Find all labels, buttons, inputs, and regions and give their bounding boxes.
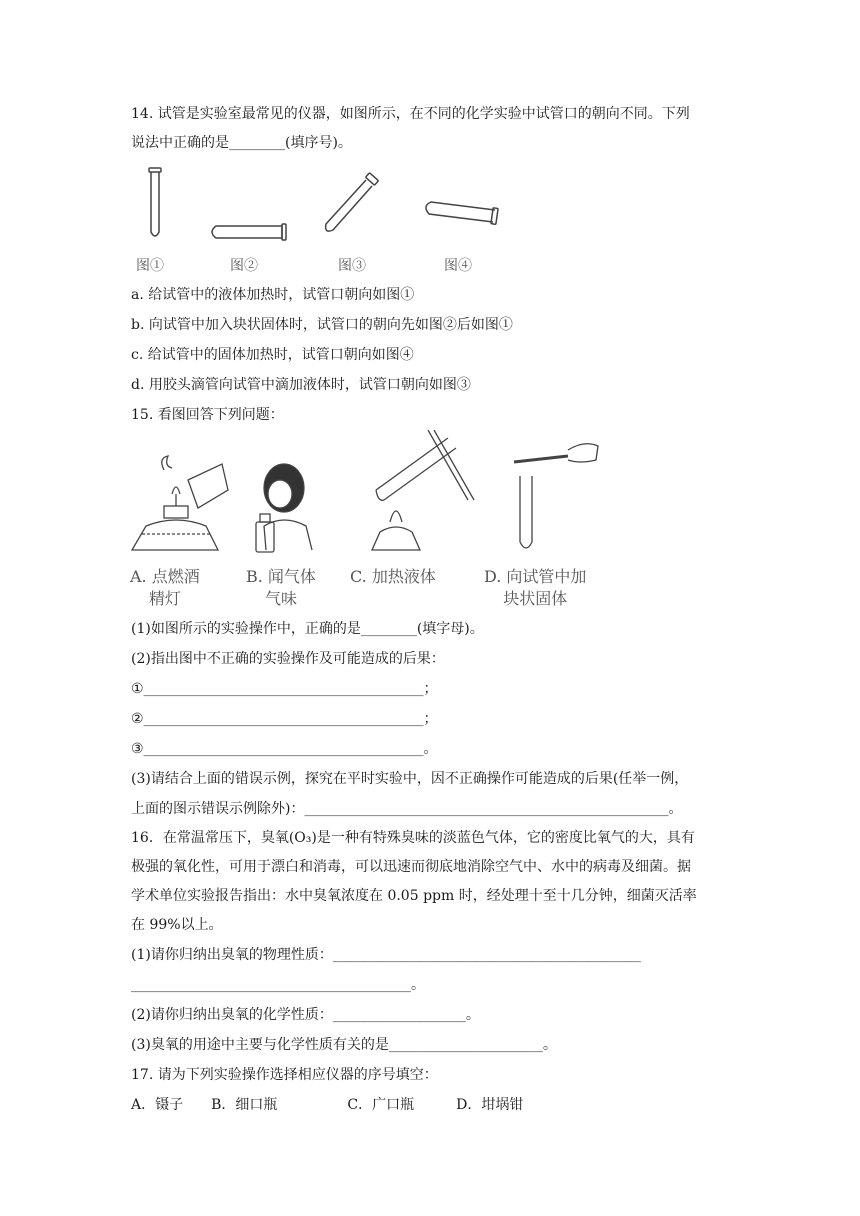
picture-caption-d: D. 向试管中加 块状固体 — [484, 567, 587, 608]
q16-stem-line2: 极强的氧化性，可用于漂白和消毒，可以迅速而彻底地消除空气中、水中的病毒及细菌。据 — [131, 859, 691, 875]
picture-caption-a: A. 点燃酒 精灯 — [130, 567, 200, 608]
q15-blank-3: ③________________________________________。 — [131, 741, 438, 757]
q14-stem-line1: 14. 试管是实验室最常见的仪器，如图所示，在不同的化学实验中试管口的朝向不同。下列 — [131, 106, 690, 122]
q14-option-d: d. 用胶头滴管向试管中滴加液体时，试管口朝向如图③ — [131, 377, 471, 393]
q16-part2: (2)请你归纳出臭氧的化学性质：___________________。 — [131, 1007, 480, 1023]
picture-d-adding-solid — [514, 444, 598, 548]
picture-caption-c: C. 加热液体 — [350, 567, 436, 586]
q16-part1-line2: ________________________________________。 — [131, 977, 425, 993]
test-tube-tilted-up — [326, 173, 379, 231]
figure-label-4: 图④ — [444, 258, 472, 274]
q15-part3-line1: (3)请结合上面的错误示例，探究在平时实验中，因不正确操作可能造成的后果(任举一例， — [131, 771, 689, 787]
q16-part1-line1: (1)请你归纳出臭氧的物理性质：____________________________________________ — [131, 947, 641, 963]
lab-operations-figure — [128, 430, 618, 566]
q15-stem: 15. 看图回答下列问题： — [131, 407, 284, 423]
test-tube-tilted-down — [426, 202, 498, 224]
test-tube-horizontal — [212, 224, 286, 240]
q15-part2: (2)指出图中不正确的实验操作及可能造成的后果： — [131, 651, 445, 667]
q17-options: A．镊子 B．细口瓶 C．广口瓶 D．坩埚钳 — [131, 1097, 524, 1113]
test-tube-orientations-figure — [130, 162, 510, 246]
test-tube-vertical — [149, 168, 161, 236]
q14-stem-line2: 说法中正确的是________(填序号)。 — [131, 135, 352, 151]
q16-stem-line1: 16．在常温常压下，臭氧(O₃)是一种有特殊臭味的淡蓝色气体，它的密度比氧气的大，具有 — [131, 830, 695, 846]
q16-stem-line4: 在 99%以上。 — [131, 917, 223, 933]
q17-stem: 17. 请为下列实验操作选择相应仪器的序号填空： — [131, 1067, 438, 1083]
figure-label-2: 图② — [230, 258, 258, 274]
picture-caption-b: B. 闻气体 气味 — [246, 567, 316, 608]
q14-option-b: b. 向试管中加入块状固体时，试管口的朝向先如图②后如图① — [131, 317, 513, 333]
q15-part3-line2: 上面的图示错误示例除外)：____________________________________________________。 — [131, 801, 683, 817]
q14-option-c: c. 给试管中的固体加热时，试管口朝向如图④ — [131, 347, 414, 363]
figure-label-1: 图① — [136, 258, 164, 274]
q16-part3: (3)臭氧的用途中主要与化学性质有关的是______________________。 — [131, 1037, 557, 1053]
q14-option-a: a. 给试管中的液体加热时，试管口朝向如图① — [131, 287, 415, 303]
picture-c-heating-liquid — [372, 430, 474, 550]
figure-label-3: 图③ — [338, 258, 366, 274]
q15-part1: (1)如图所示的实验操作中，正确的是________(填字母)。 — [131, 621, 484, 637]
q15-blank-1: ①________________________________________； — [131, 681, 438, 697]
picture-b-smelling-gas — [256, 464, 312, 552]
q16-stem-line3: 学术单位实验报告指出：水中臭氧浓度在 0.05 ppm 时，经处理十至十几分钟，细菌灭活率 — [131, 888, 697, 904]
picture-a-alcohol-lamps — [132, 456, 228, 550]
q15-blank-2: ②________________________________________； — [131, 711, 438, 727]
